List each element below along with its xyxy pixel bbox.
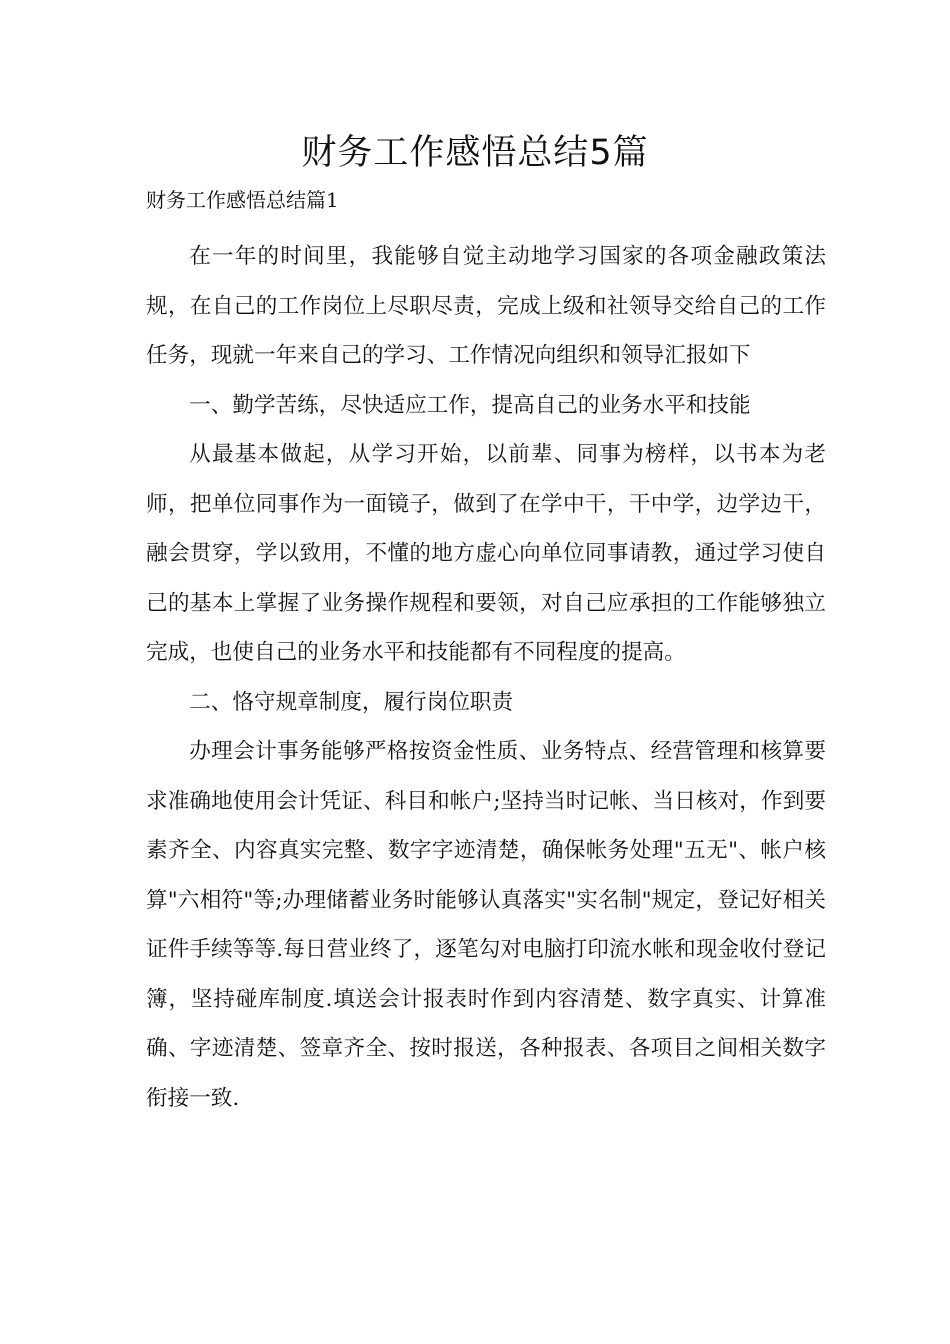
paragraph-intro: 在一年的时间里，我能够自觉主动地学习国家的各项金融政策法规，在自己的工作岗位上尽职尽责，完成上级和社领导交给自己的工作任务，现就一年来自己的学习、工作情况向组织和领导汇报如下 <box>146 244 826 368</box>
document-title: 财务工作感悟总结5篇 <box>301 133 649 173</box>
paragraph-learning: 从最基本做起，从学习开始，以前辈、同事为榜样，以书本为老师，把单位同事作为一面镜子，做到了在学中干，干中学，边学边干，融会贯穿，学以致用，不懂的地方虚心向单位同事请教，通过学习使自己的基本上掌握了业务操作规程和要领，对自己应承担的工作能够独立完成，也使自己的业务水平和技能都有不同程度的提高。 <box>146 442 826 665</box>
heading-one: 一、勤学苦练，尽快适应工作，提高自己的业务水平和技能 <box>189 392 751 418</box>
paragraph-accounting: 办理会计事务能够严格按资金性质、业务特点、经营管理和核算要求准确地使用会计凭证、科目和帐户;坚持当时记帐、当日核对，作到要素齐全、内容真实完整、数字字迹清楚，确保帐务处理"五无"、帐户核算"六相符"等;办理储蓄业务时能够认真落实"实名制"规定，登记好相关证件手续等等.每日营业终了，逐笔勾对电脑打印流水帐和现金收付登记簿，坚持碰库制度.填送会计报表时作到内容清楚、数字真实、计算准确、字迹清楚、签章齐全、按时报送，各种报表、各项目之间相关数字衔接一致. <box>146 739 826 1111</box>
heading-two: 二、恪守规章制度，履行岗位职责 <box>189 689 514 715</box>
section-heading: 财务工作感悟总结篇1 <box>146 188 339 212</box>
document-body <box>146 232 826 1123</box>
